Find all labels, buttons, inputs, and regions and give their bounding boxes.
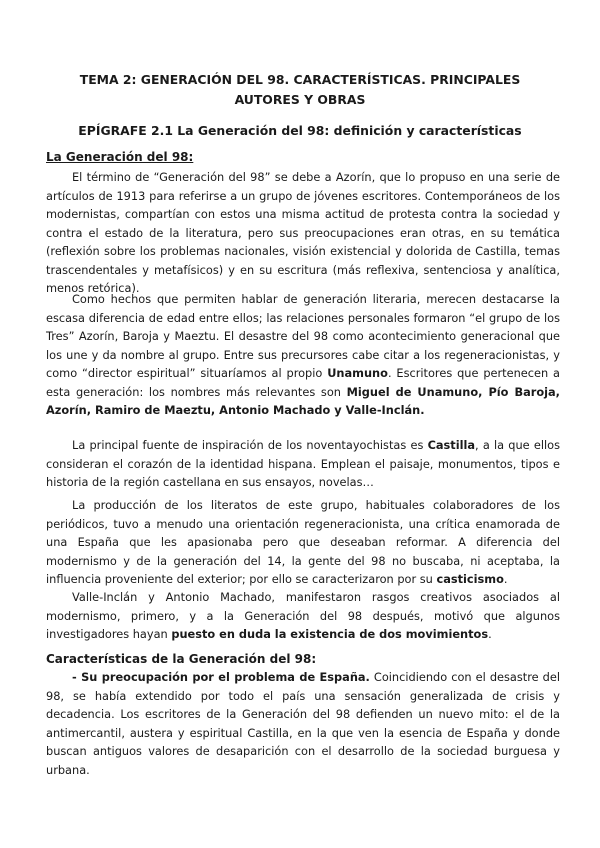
paragraph-4-text-a: La producción de los literatos de este grupo, habituales colaboradores de los periódicos, tuvo a menudo una orientación regeneracionista, una crítica enamorada de una España que les apasionaba pero que deseaban reformar. A diferencia del modernismo y de la generación del 14, la gente del 98 no buscaba, ni aceptaba, la influencia proveniente del exterior; por ello se caracterizaron por su	[46, 498, 560, 586]
paragraph-5-bold-duda: puesto en duda la existencia de dos movimientos	[171, 627, 489, 641]
paragraph-6-bold-preocupacion: - Su preocupación por el problema de España.	[72, 670, 370, 684]
section-heading-caracteristicas: Características de la Generación del 98:	[46, 652, 317, 666]
paragraph-2	[46, 290, 560, 420]
paragraph-3-bold-castilla: Castilla	[427, 438, 476, 452]
paragraph-6-text-b: Coincidiendo con el desastre del 98, se había extendido por todo el país una sensación generalizada de crisis y decadencia. Los escritores de la Generación del 98 defienden un nuevo mito: el de la antimercantil, austera y espiritual Castilla, en la que ven la esencia de España y donde buscan antiguos valores de desaparición con el desarrollo de la sociedad burguesa y urbana.	[46, 670, 560, 777]
paragraph-5	[46, 588, 560, 644]
document-title	[40, 70, 560, 110]
paragraph-2-text-a: Como hechos que permiten hablar de generación literaria, merecen destacarse la escasa diferencia de edad entre ellos; las relaciones personales formaron “el grupo de los Tres” Azorín, Baroja y Maeztu. El desastre del 98 como acontecimiento generacional que los une y da nombre al grupo. Entre sus precursores cabe citar a los regeneracionistas, y como “director espiritual” situaríamos al propio	[46, 292, 560, 380]
section-heading-generacion: La Generación del 98:	[46, 150, 194, 164]
paragraph-4	[46, 496, 560, 589]
title-line-2: AUTORES Y OBRAS	[234, 92, 366, 107]
paragraph-1: El término de “Generación del 98” se debe a Azorín, que lo propuso en una serie de artículos de 1913 para referirse a un grupo de jóvenes escritores. Contemporáneos de los modernistas, compartían con estos una misma actitud de protesta contra la sociedad y contra el estado de la literatura, pero sus preocupaciones eran otras, en su temática (reflexión sobre los problemas nacionales, visión existencial y dolorida de Castilla, temas trascendentales y metafísicos) y en su escritura (más reflexiva, sentenciosa y analítica, menos retórica).	[46, 170, 560, 295]
paragraph-5-text-a: Valle-Inclán y Antonio Machado, manifestaron rasgos creativos asociados al modernismo, primero, y a la Generación del 98 después, motivó que algunos investigadores hayan	[46, 590, 560, 641]
paragraph-3	[46, 436, 560, 492]
paragraph-4-text-c: .	[503, 572, 508, 586]
epigrafe-heading: EPÍGRAFE 2.1 La Generación del 98: definición y características	[78, 123, 522, 138]
paragraph-5-text-c: .	[488, 627, 492, 641]
paragraph-2-text-c: . Escritores que pertenecen a esta generación: los nombres más relevantes son	[46, 366, 560, 399]
paragraph-3-text-c: , a la que ellos consideran el corazón de la identidad hispana. Emplean el paisaje, monumentos, tipos e historia de la región castellana en sus ensayos, novelas…	[46, 438, 560, 489]
paragraph-2-bold-authors: Miguel de Unamuno, Pío Baroja, Azorín, Ramiro de Maeztu, Antonio Machado y Valle-Inclán.	[46, 384, 560, 417]
paragraph-4-bold-casticismo: casticismo	[436, 572, 504, 586]
paragraph-3-text-a: La principal fuente de inspiración de los noventayochistas es	[72, 438, 428, 452]
title-line-1: TEMA 2: GENERACIÓN DEL 98. CARACTERÍSTICAS. PRINCIPALES	[79, 72, 521, 87]
paragraph-6	[46, 668, 560, 779]
paragraph-2-bold-unamuno: Unamuno	[327, 366, 388, 380]
